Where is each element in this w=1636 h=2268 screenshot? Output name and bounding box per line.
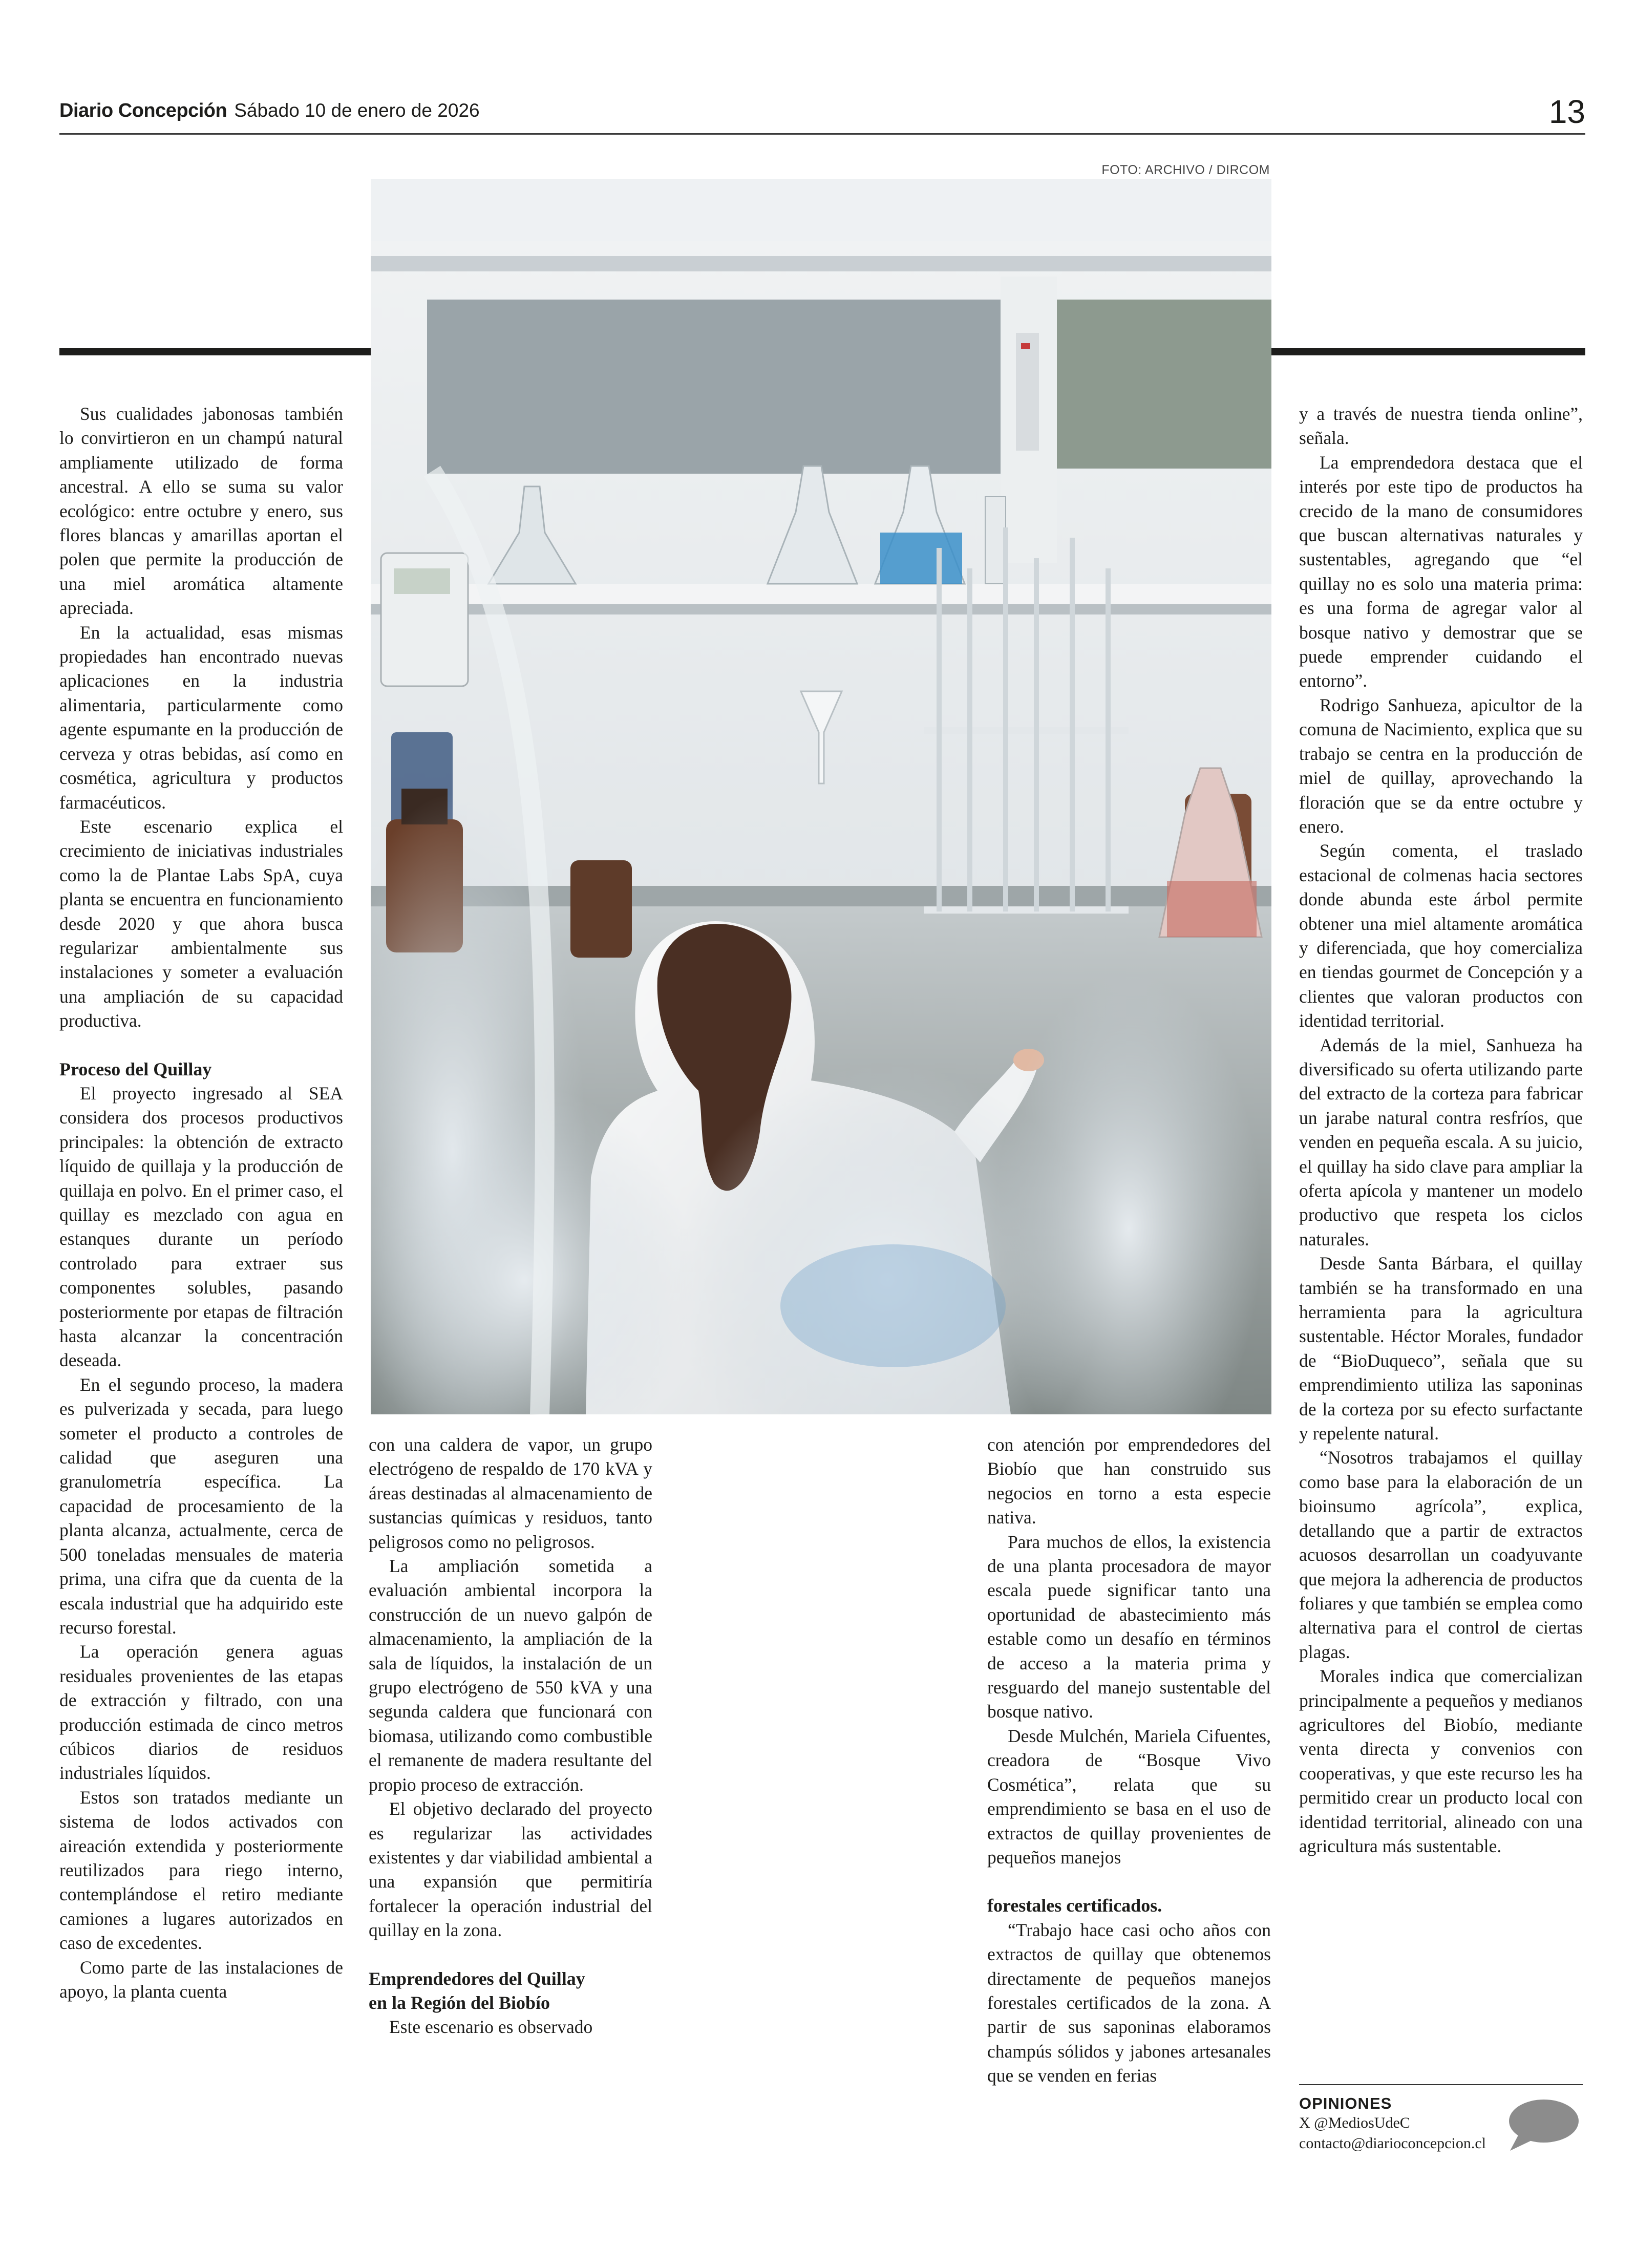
lab-photo — [371, 179, 1271, 1414]
subheading-line: en la Región del Biobío — [369, 1992, 550, 2013]
paragraph: con atención por emprendedores del Biobío que han construido sus negocios en torno a esta especie nativa. — [987, 1434, 1271, 1528]
article-column-3 — [987, 1433, 1271, 2088]
paragraph: Desde Mulchén, Mariela Cifuentes, creadora de “Bosque Vivo Cosmética”, relata que su emprendimiento se basa en el uso de extractos de quillay provenientes de pequeños manejos — [987, 1725, 1271, 1868]
paragraph: Rodrigo Sanhueza, apicultor de la comuna de Nacimiento, explica que su trabajo se centra en la producción de miel de quillay, aprovechando la floración que se da entre octubre y enero. — [1299, 694, 1583, 837]
paragraph: Este escenario es observado — [389, 2017, 593, 2038]
paragraph: El proyecto ingresado al SEA considera dos procesos productivos principales: la obtención de extracto líquido de quillaja y la producción de quillaja en polvo. En el primer caso, el quillay es mezclado con agua en estanques durante un período controlado para extraer sus componentes solubles, pasando posteriormente por etapas de filtración hasta alcanzar la concentración deseada. — [59, 1083, 343, 1371]
article-column-4 — [1299, 402, 1583, 1858]
article-column-1 — [59, 402, 343, 2004]
paragraph: “Nosotros trabajamos el quillay como base para la elaboración de un bioinsumo agrícola”, explica, detallando que a partir de extractos acuosos desarrollan un coadyuvante que mejora la adherencia de productos foliares y que también se emplea como alternativa para el control de ciertas plagas. — [1299, 1447, 1583, 1662]
paragraph: con una caldera de vapor, un grupo electrógeno de respaldo de 170 kVA y áreas destinadas al almacenamiento de sustancias químicas y residuos, tanto peligrosos como no peligrosos. — [369, 1434, 652, 1552]
contact-email[interactable]: contacto@diarioconcepcion.cl — [1299, 2135, 1486, 2152]
paragraph: Este escenario explica el crecimiento de iniciativas industriales como la de Plantae Labs SpA, cuya planta se encuentra en funcionamiento desde 2020 y que ahora busca regularizar ambientalmente sus instalaciones y someter a evaluación una ampliación de su capacidad productiva. — [59, 816, 343, 1031]
paragraph: Como parte de las instalaciones de apoyo, la planta cuenta — [59, 1957, 343, 2002]
header-divider — [59, 133, 1585, 135]
paragraph: La operación genera aguas residuales provenientes de las etapas de extracción y filtrado, con una producción estimada de cinco metros cúbicos diarios de residuos industriales líquidos. — [59, 1641, 343, 1784]
paragraph: Para muchos de ellos, la existencia de una planta procesadora de mayor escala puede significar tanto una oportunidad de abastecimiento más estable como un desafío en términos de acceso a la materia prima y resguardo del manejo sustentable del bosque nativo. — [987, 1531, 1271, 1722]
paragraph: “Trabajo hace casi ocho años con extractos de quillay que obtenemos directamente de pequeños manejos forestales certificados de la zona. A partir de sus saponinas elaboramos champús sólidos y jabones artesanales que se venden en ferias — [987, 1919, 1271, 2086]
subheading-emprendedores — [369, 1967, 652, 2016]
article-column-2 — [369, 1433, 652, 2040]
subheading-line: Emprendedores del Quillay — [369, 1968, 585, 1989]
paragraph: La ampliación sometida a evaluación ambiental incorpora la construcción de un nuevo galpón de almacenamiento, la ampliación de la sala de líquidos, la instalación de un grupo electrógeno de 550 kVA y una segunda caldera que funcionará con biomasa, utilizando como combustible el remanente de madera resultante del propio proceso de extracción. — [369, 1556, 652, 1795]
paragraph: Además de la miel, Sanhueza ha diversificado su oferta utilizando parte del extracto de la corteza para fabricar un jarabe natural contra resfríos, que venden en pequeña escala. A su juicio, el quillay ha sido clave para ampliar la oferta apícola y mantener un modelo productivo que respeta los ciclos naturales. — [1299, 1034, 1583, 1249]
photo-credit: FOTO: ARCHIVO / DIRCOM — [1101, 163, 1270, 177]
paragraph: El objetivo declarado del proyecto es regularizar las actividades existentes y dar viabilidad ambiental a una expansión que permitiría fortalecer la operación industrial del quillay en la zona. — [369, 1798, 652, 1941]
opinions-title: OPINIONES — [1299, 2094, 1392, 2112]
x-handle[interactable]: X @MediosUdeC — [1299, 2114, 1410, 2131]
opinions-box — [1299, 2084, 1583, 2154]
paragraph: Desde Santa Bárbara, el quillay también se ha transformado en una herramienta para la agricultura sustentable. Héctor Morales, fundador de “BioDuqueco”, señala que su emprendimiento utiliza las saponinas de la corteza por su efecto surfactante y repelente natural. — [1299, 1253, 1583, 1444]
paragraph: y a través de nuestra tienda online”, señala. — [1299, 404, 1583, 449]
paragraph: En el segundo proceso, la madera es pulverizada y secada, para luego someter el producto a controles de calidad que aseguren una granulometría específica. La capacidad de procesamiento de la planta alcanza, actualmente, cerca de 500 toneladas mensuales de materia prima, una cifra que da cuenta de la escala industrial que ha adquirido este recurso forestal. — [59, 1374, 343, 1638]
paragraph: Estos son tratados mediante un sistema de lodos activados con aireación extendida y posteriormente reutilizados para riego interno, contemplándose el retiro mediante camiones a lugares autorizados en caso de excedentes. — [59, 1787, 343, 1954]
speech-bubble-icon — [1504, 2097, 1581, 2154]
section-rule-right — [1271, 348, 1585, 355]
paragraph: Según comenta, el traslado estacional de colmenas hacia sectores donde abunda este árbol permite obtener una miel altamente aromática y diferenciada, que hoy comercializa en tiendas gourmet de Concepción y a clientes que valoran productos con identidad territorial. — [1299, 840, 1583, 1031]
issue-date: Sábado 10 de enero de 2026 — [234, 100, 480, 121]
section-rule-left — [59, 348, 371, 355]
opinions-divider — [1299, 2084, 1583, 2085]
paragraph: Morales indica que comercializan principalmente a pequeños y medianos agricultores del Biobío, mediante venta directa y convenios con cooperativas, y que este recurso les ha permitido crear un producto local con identidad territorial, alineado con una agricultura más sustentable. — [1299, 1666, 1583, 1856]
lab-scene-illustration — [371, 179, 1271, 1414]
paragraph: Sus cualidades jabonosas también lo convirtieron en un champú natural ampliamente utilizado de forma ancestral. A ello se suma su valor ecológico: entre octubre y enero, sus flores blancas y amarillas aportan el polen que permite la producción de una miel aromática altamente apreciada. — [59, 404, 343, 619]
subheading-proceso: Proceso del Quillay — [59, 1058, 212, 1079]
page-header — [59, 93, 1585, 136]
paragraph: La emprendedora destaca que el interés por este tipo de productos ha crecido de la mano de consumidores que buscan alternativas naturales y sustentables, agregando que “el quillay no es solo una materia prima: es una forma de agregar valor al bosque nativo y demostrar que se puede emprender cuidando el entorno”. — [1299, 452, 1583, 691]
page-number: 13 — [1548, 93, 1585, 130]
subheading-forestales: forestales certificados. — [987, 1895, 1162, 1916]
newspaper-name: Diario Concepción — [59, 100, 227, 121]
paragraph: En la actualidad, esas mismas propiedades han encontrado nuevas aplicaciones en la industria alimentaria, particularmente como agente espumante en la producción de cerveza y otras bebidas, así como en cosmética, agricultura y productos farmacéuticos. — [59, 622, 343, 813]
